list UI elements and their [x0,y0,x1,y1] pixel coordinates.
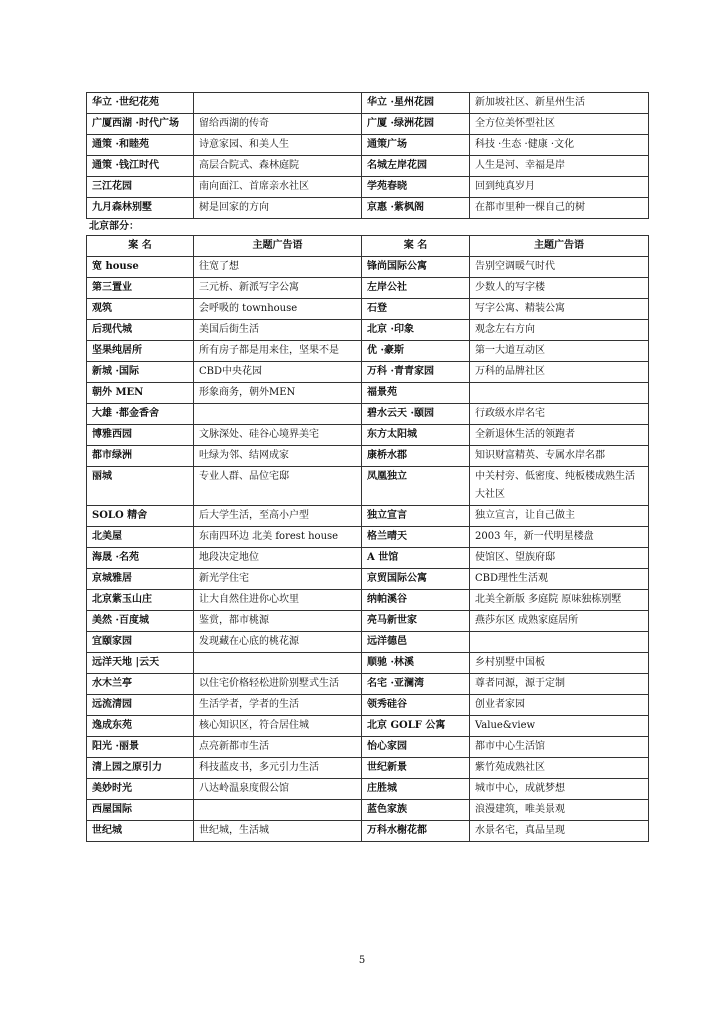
slogan-cell: 高层合院式、森林庭院 [194,156,362,177]
project-name-cell: 凤凰独立 [362,467,470,506]
project-name-cell: 华立 ·星州花园 [362,93,470,114]
table-row [87,198,649,219]
slogan-cell: 都市中心生活馆 [470,737,649,758]
project-name-cell: 阳光 ·丽景 [87,737,194,758]
slogan-cell: 生活学者，学者的生活 [194,695,362,716]
project-name-cell: 广厦西湖 ·时代广场 [87,114,194,135]
slogan-cell: 诗意家园、和美人生 [194,135,362,156]
table-row [87,404,649,425]
project-name-cell: 宜颐家园 [87,632,194,653]
slogan-cell: 知识财富精英、专属水岸名郡 [470,446,649,467]
slogan-cell: 全新退休生活的领跑者 [470,425,649,446]
project-name-cell: 世纪城 [87,821,194,842]
project-name-cell: 观筑 [87,299,194,320]
slogan-cell: 万科的品牌社区 [470,362,649,383]
slogan-cell: 在都市里种一棵自己的树 [470,198,649,219]
project-name-cell: 北京 GOLF 公寓 [362,716,470,737]
table-row [87,695,649,716]
slogan-cell: 地段决定地位 [194,548,362,569]
table-row [87,156,649,177]
table-row [87,341,649,362]
slogan-cell: 行政级水岸名宅 [470,404,649,425]
slogan-cell: 让大自然住进你心坎里 [194,590,362,611]
slogan-cell [194,653,362,674]
slogan-cell: 告别空调暖气时代 [470,257,649,278]
project-name-cell: 三江花园 [87,177,194,198]
project-name-cell: 亮马新世家 [362,611,470,632]
slogan-cell: 吐绿为邻、结网成家 [194,446,362,467]
section-title: 北京部分： [89,221,139,232]
table-row [87,737,649,758]
slogan-cell: CBD中央花园 [194,362,362,383]
table-row [87,383,649,404]
project-name-cell: 左岸公社 [362,278,470,299]
project-name-cell: 通策 ·和睦苑 [87,135,194,156]
project-name-cell: 领秀硅谷 [362,695,470,716]
slogan-cell: 以住宅价格轻松进阶别墅式生活 [194,674,362,695]
slogan-cell: 文脉深处、硅谷心境界美宅 [194,425,362,446]
slogan-cell: 树是回家的方向 [194,198,362,219]
slogan-cell [470,632,649,653]
project-name-cell: 康桥水郡 [362,446,470,467]
project-name-cell: 逸成东苑 [87,716,194,737]
slogan-cell: 少数人的写字楼 [470,278,649,299]
project-name-cell: 海晟 ·名苑 [87,548,194,569]
table-row [87,506,649,527]
project-name-cell: 世纪新景 [362,758,470,779]
slogan-cell [194,404,362,425]
slogan-cell: 八达岭温泉度假公馆 [194,779,362,800]
slogan-cell: 尊者同源，源于定制 [470,674,649,695]
table-row [87,569,649,590]
project-name-cell: 格兰晴天 [362,527,470,548]
project-name-cell: 广厦 ·绿洲花园 [362,114,470,135]
table-row [87,590,649,611]
document-page [86,92,648,842]
table-row [87,257,649,278]
slogan-cell [470,383,649,404]
project-name-cell: SOLO 精舍 [87,506,194,527]
slogan-cell: 科技 ·生态 ·健康 ·文化 [470,135,649,156]
slogan-cell: 城市中心，成就梦想 [470,779,649,800]
table-row [87,278,649,299]
project-name-cell: 清上园之原引力 [87,758,194,779]
project-name-cell: 蓝色家族 [362,800,470,821]
slogan-cell: 乡村别墅中国板 [470,653,649,674]
slogan-cell: 独立宣言，让自己做主 [470,506,649,527]
project-name-cell: 第三置业 [87,278,194,299]
header-name-1: 案 名 [87,236,194,257]
project-name-cell: 远洋天地 |云天 [87,653,194,674]
slogan-cell: 新加坡社区、新星州生活 [470,93,649,114]
project-name-cell: 万科 ·青青家园 [362,362,470,383]
slogan-cell: 鉴赏，都市桃源 [194,611,362,632]
project-name-cell: 九月森林别墅 [87,198,194,219]
project-name-cell: 顺驰 ·林溪 [362,653,470,674]
table-row [87,467,649,506]
project-name-cell: 水木兰亭 [87,674,194,695]
slogan-cell: 新光学住宅 [194,569,362,590]
table-row [87,135,649,156]
table-row [87,758,649,779]
table-beijing [86,235,649,842]
slogan-cell: 后大学生活，至高小户型 [194,506,362,527]
project-name-cell: 后现代城 [87,320,194,341]
header-name-2: 案 名 [362,236,470,257]
slogan-cell: 回到纯真岁月 [470,177,649,198]
page-number: 5 [358,955,366,966]
slogan-cell: 点亮新都市生活 [194,737,362,758]
slogan-cell: Value&view [470,716,649,737]
table-row [87,114,649,135]
project-name-cell: 通策广场 [362,135,470,156]
project-name-cell: 庄胜城 [362,779,470,800]
project-name-cell: 西屋国际 [87,800,194,821]
slogan-cell: 科技蓝皮书，多元引力生活 [194,758,362,779]
slogan-cell: CBD理性生活观 [470,569,649,590]
project-name-cell: 北美屋 [87,527,194,548]
project-name-cell: 北京紫玉山庄 [87,590,194,611]
slogan-cell: 南向面江、首席亲水社区 [194,177,362,198]
project-name-cell: 独立宣言 [362,506,470,527]
project-name-cell: 京城雅居 [87,569,194,590]
slogan-cell: 留给西湖的传奇 [194,114,362,135]
project-name-cell: 北京 ·印象 [362,320,470,341]
table-row [87,800,649,821]
slogan-cell: 浪漫建筑，唯美景观 [470,800,649,821]
table-hangzhou [86,92,649,219]
slogan-cell: 全方位美怀型社区 [470,114,649,135]
project-name-cell: 远洋德邑 [362,632,470,653]
project-name-cell: 博雅西园 [87,425,194,446]
table-row [87,632,649,653]
project-name-cell: 京贸国际公寓 [362,569,470,590]
slogan-cell [194,800,362,821]
project-name-cell: 东方太阳城 [362,425,470,446]
project-name-cell: 华立 ·世纪花苑 [87,93,194,114]
slogan-cell: 水景名宅，真品呈现 [470,821,649,842]
project-name-cell: 福景苑 [362,383,470,404]
table-row [87,527,649,548]
slogan-cell: 使馆区、望族府邸 [470,548,649,569]
slogan-cell: 三元桥、新派写字公寓 [194,278,362,299]
slogan-cell: 中关村旁、低密度、纯板楼成熟生活大社区 [470,467,649,506]
project-name-cell: 都市绿洲 [87,446,194,467]
slogan-cell: 所有房子都是用来住，坚果不是 [194,341,362,362]
project-name-cell: 大雄 ·都金香舍 [87,404,194,425]
slogan-cell: 写字公寓、精装公寓 [470,299,649,320]
project-name-cell: 名宅 ·亚澜湾 [362,674,470,695]
project-name-cell: 锋尚国际公寓 [362,257,470,278]
slogan-cell: 形象商务，朝外MEN [194,383,362,404]
slogan-cell: 创业者家园 [470,695,649,716]
slogan-cell: 核心知识区，符合居住城 [194,716,362,737]
project-name-cell: 丽城 [87,467,194,506]
project-name-cell: A 世馆 [362,548,470,569]
slogan-cell: 会呼吸的 townhouse [194,299,362,320]
slogan-cell: 专业人群、品位宅邸 [194,467,362,506]
table-row [87,716,649,737]
slogan-cell: 观念左右方向 [470,320,649,341]
header-slogan-1: 主题广告语 [194,236,362,257]
slogan-cell: 2003 年，新一代明星楼盘 [470,527,649,548]
project-name-cell: 怡心家园 [362,737,470,758]
slogan-cell: 第一大道互动区 [470,341,649,362]
project-name-cell: 美然 ·百度城 [87,611,194,632]
table-row [87,362,649,383]
project-name-cell: 美妙时光 [87,779,194,800]
table-row [87,674,649,695]
project-name-cell: 万科水榭花都 [362,821,470,842]
project-name-cell: 学苑春晓 [362,177,470,198]
slogan-cell [194,93,362,114]
project-name-cell: 新城 ·国际 [87,362,194,383]
table-header-row [87,236,649,257]
project-name-cell: 纳帕溪谷 [362,590,470,611]
project-name-cell: 朝外 MEN [87,383,194,404]
project-name-cell: 远流清园 [87,695,194,716]
table-row [87,653,649,674]
slogan-cell: 紫竹苑成熟社区 [470,758,649,779]
table-row [87,446,649,467]
slogan-cell: 往宽了想 [194,257,362,278]
header-slogan-2: 主题广告语 [470,236,649,257]
table-row [87,779,649,800]
project-name-cell: 坚果纯居所 [87,341,194,362]
slogan-cell: 东南四环边 北美 forest house [194,527,362,548]
project-name-cell: 碧水云天 ·颐园 [362,404,470,425]
table-row [87,821,649,842]
project-name-cell: 石登 [362,299,470,320]
table-row [87,320,649,341]
slogan-cell: 人生是河、幸福是岸 [470,156,649,177]
slogan-cell: 燕莎东区 成熟家庭居所 [470,611,649,632]
project-name-cell: 京惠 ·紫枫阁 [362,198,470,219]
project-name-cell: 宽 house [87,257,194,278]
project-name-cell: 通策 ·钱江时代 [87,156,194,177]
table-row [87,548,649,569]
slogan-cell: 发现藏在心底的桃花源 [194,632,362,653]
slogan-cell: 美国后街生活 [194,320,362,341]
table-row [87,299,649,320]
table-row [87,425,649,446]
table-row [87,93,649,114]
table-row [87,177,649,198]
project-name-cell: 优 ·豪斯 [362,341,470,362]
project-name-cell: 名城左岸花园 [362,156,470,177]
slogan-cell: 北美全新版 多庭院 原味独栋别墅 [470,590,649,611]
table-row [87,611,649,632]
slogan-cell: 世纪城，生活城 [194,821,362,842]
